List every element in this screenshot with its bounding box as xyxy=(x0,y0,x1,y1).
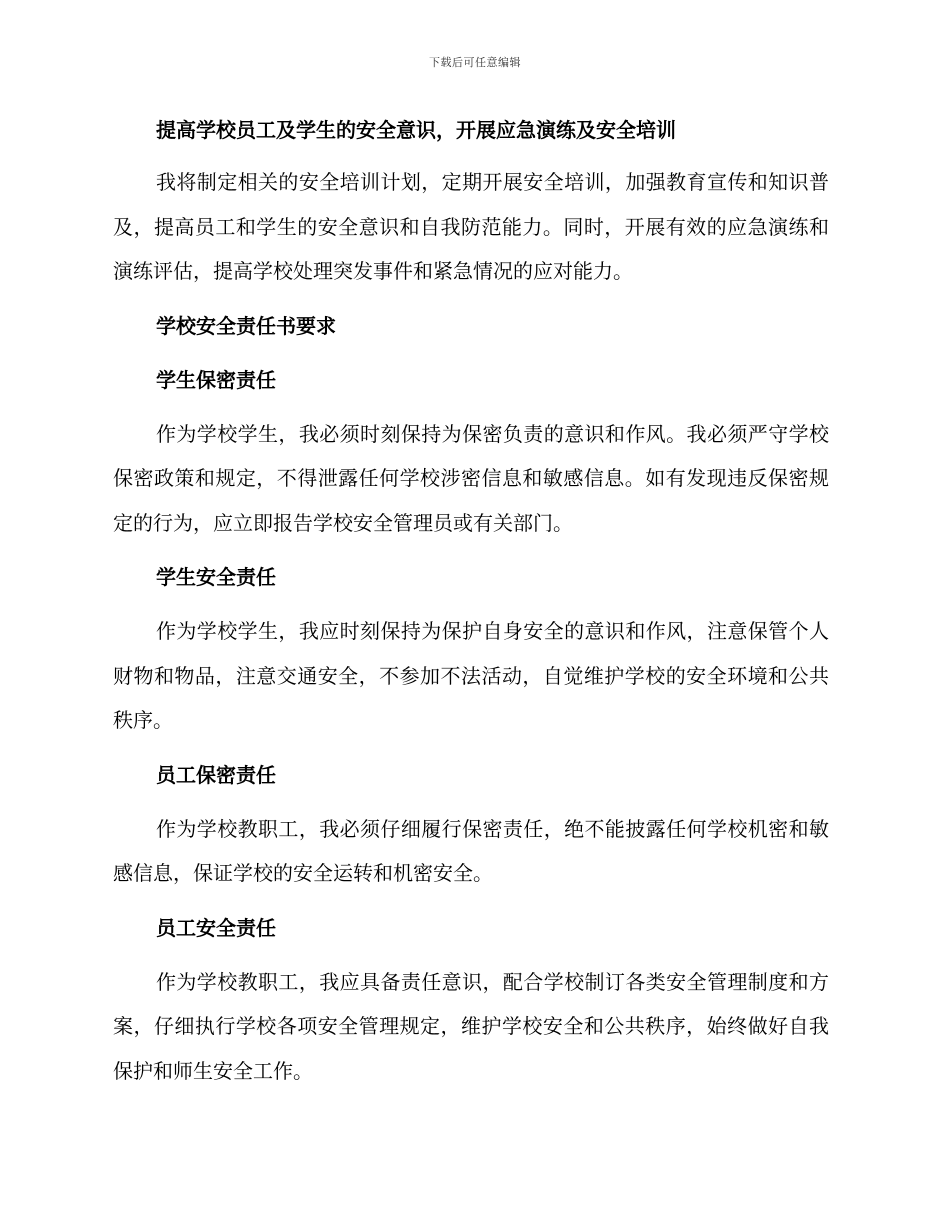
spacer xyxy=(113,348,829,358)
spacer xyxy=(113,950,829,960)
spacer xyxy=(113,402,829,412)
section-body-student-safety: 作为学校学生，我应时刻保持为保护自身安全的意识和作风，注意保管个人财物和物品，注意交通安全，不参加不法活动，自觉维护学校的安全环境和公共秩序。 xyxy=(113,619,829,732)
section-body-safety-awareness: 我将制定相关的安全培训计划，定期开展安全培训，加强教育宣传和知识普及，提高员工和学生的安全意识和自我防范能力。同时，开展有效的应急演练和演练评估，提高学校处理突发事件和紧急情况的应对能力。 xyxy=(113,170,829,283)
spacer xyxy=(113,896,829,906)
spacer xyxy=(113,545,829,555)
spacer xyxy=(113,797,829,807)
section-body-student-confidentiality: 作为学校学生，我必须时刻保持为保密负责的意识和作风。我必须严守学校保密政策和规定，不得泄露任何学校涉密信息和敏感信息。如有发现违反保密规定的行为，应立即报告学校安全管理员或有关部门。 xyxy=(113,421,829,535)
section-heading-safety-awareness: 提高学校员工及学生的安全意识，开展应急演练及安全培训 xyxy=(156,118,676,142)
section-heading-student-confidentiality: 学生保密责任 xyxy=(156,367,276,392)
spacer xyxy=(113,743,829,753)
document-body xyxy=(113,108,829,1093)
spacer xyxy=(113,294,829,304)
header-note: 下载后可任意编辑 xyxy=(429,56,521,69)
spacer xyxy=(113,599,829,609)
section-body-staff-confidentiality: 作为学校教职工，我必须仔细履行保密责任，绝不能披露任何学校机密和敏感信息，保证学校的安全运转和机密安全。 xyxy=(113,816,829,885)
section-heading-student-safety: 学生安全责任 xyxy=(156,565,276,589)
section-heading-staff-safety: 员工安全责任 xyxy=(156,915,276,940)
section-body-staff-safety: 作为学校教职工，我应具备责任意识，配合学校制订各类安全管理制度和方案，仔细执行学校各项安全管理规定，维护学校安全和公共秩序，始终做好自我保护和师生安全工作。 xyxy=(113,969,829,1083)
section-heading-requirements: 学校安全责任书要求 xyxy=(156,313,336,338)
section-heading-staff-confidentiality: 员工保密责任 xyxy=(156,762,276,787)
